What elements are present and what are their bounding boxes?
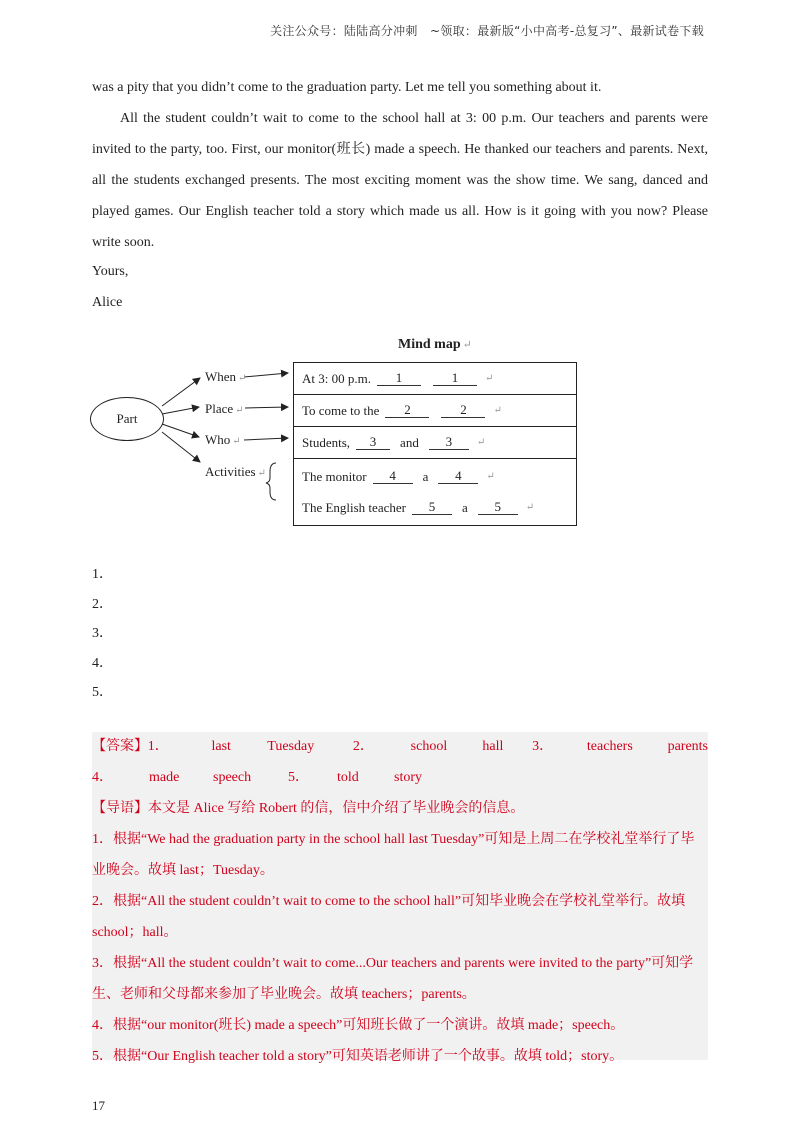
page-number: 17 bbox=[92, 1098, 105, 1113]
answer-row-2: 4． made speech 5． told story bbox=[92, 770, 422, 785]
blank-4a: 4 bbox=[373, 469, 413, 484]
blank-1b: 1 bbox=[433, 371, 477, 386]
explanation-3b: 生、老师和父母都来参加了毕业晚会。故填 teachers；parents。 bbox=[92, 987, 476, 1002]
blank-5a: 5 bbox=[412, 500, 452, 515]
mindmap-title: Mind map ↵ bbox=[398, 337, 472, 352]
mindmap-label-place: Place ↵ bbox=[205, 401, 244, 416]
blank-1a: 1 bbox=[377, 371, 421, 386]
letter-signature: Alice bbox=[92, 295, 123, 310]
blank-5b: 5 bbox=[478, 500, 518, 515]
answer-section bbox=[92, 731, 708, 1072]
blank-2a: 2 bbox=[385, 403, 429, 418]
question-item: 2． bbox=[92, 596, 113, 612]
question-item: 1． bbox=[92, 567, 113, 582]
page-header: 关注公众号：陆陆高分冲刺 ~领取：最新版“小中高考-总复习”、最新试卷下载 bbox=[270, 24, 704, 38]
mindmap-label-activities: Activities ↵ bbox=[205, 464, 266, 479]
explanation-1b: 业晚会。故填 last；Tuesday。 bbox=[92, 863, 274, 878]
mindmap-row-place: To come to the 2 2 ↵ bbox=[294, 395, 576, 427]
mindmap-row-activities: The monitor 4 a 4 ↵ The English teacher 5 a 5 ↵ bbox=[302, 468, 535, 515]
question-list bbox=[92, 560, 113, 708]
mindmap-table bbox=[293, 362, 577, 526]
explanation-4: 4．根据“our monitor(班长) made a speech”可知班长做了一个演讲。故填 made；speech。 bbox=[92, 1018, 625, 1033]
blank-4b: 4 bbox=[438, 469, 478, 484]
mindmap-label-who: Who ↵ bbox=[205, 432, 241, 447]
blank-3a: 3 bbox=[356, 435, 390, 450]
question-item: 3． bbox=[92, 626, 113, 641]
mindmap-row-when: At 3: 00 p.m. 1 1 ↵ bbox=[294, 363, 576, 395]
blank-2b: 2 bbox=[441, 403, 485, 418]
blank-3b: 3 bbox=[429, 435, 469, 450]
question-item: 4． bbox=[92, 655, 113, 671]
question-item: 5． bbox=[92, 685, 113, 700]
answer-guide: 【导语】本文是 Alice 写给 Robert 的信，信中介绍了毕业晚会的信息。 bbox=[92, 801, 525, 816]
letter-paragraph: All the student couldn’t wait to come to the school hall at 3: 00 p.m. Our teachers and parents were invited to the party, too. First, our monitor(班长) made a speech. He thanked our teachers and parents. Next, all the students exchanged presents. The most exciting moment was the show time. We sang, danced and played games. Our English teacher told a story which made us all. How is it going with you now? Please write soon. bbox=[92, 111, 708, 250]
mindmap-center-node: Part bbox=[90, 397, 164, 441]
answer-row-1: 【答案】 1． last Tuesday 2． school hall 3． teachers parents bbox=[92, 739, 709, 754]
explanation-1a: 1．根据“We had the graduation party in the school hall last Tuesday”可知是上周二在学校礼堂举行了毕 bbox=[92, 832, 695, 847]
explanation-2a: 2．根据“All the student couldn’t wait to come to the school hall”可知毕业晚会在学校礼堂举行。故填 bbox=[92, 894, 686, 909]
explanation-5: 5．根据“Our English teacher told a story”可知英语老师讲了一个故事。故填 told；story。 bbox=[92, 1049, 624, 1064]
mindmap-row-who: Students, 3 and 3 ↵ bbox=[294, 427, 576, 459]
explanation-3a: 3．根据“All the student couldn’t wait to come...Our teachers and parents were invited to the party”可知学 bbox=[92, 956, 694, 971]
explanation-2b: school；hall。 bbox=[92, 925, 178, 940]
mindmap-label-when: When ↵ bbox=[205, 369, 247, 384]
letter-closing: Yours, bbox=[92, 264, 129, 279]
letter-line: was a pity that you didn’t come to the graduation party. Let me tell you something about it. bbox=[92, 80, 602, 95]
letter-body bbox=[92, 72, 708, 318]
